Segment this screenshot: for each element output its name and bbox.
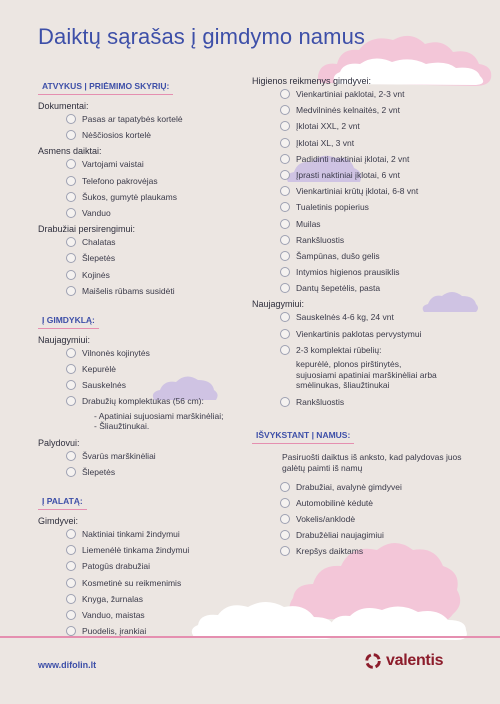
checkbox[interactable] xyxy=(66,114,76,124)
personal-items-list xyxy=(38,159,248,220)
checklist-item[interactable]: Nėščiosios kortelė xyxy=(38,130,248,142)
checklist-item[interactable]: Vienkartiniai paklotai, 2-3 vnt xyxy=(252,89,492,101)
page-title: Daiktų sąrašas į gimdymo namus xyxy=(38,24,366,49)
checklist-item[interactable]: Įprasti naktiniai įklotai, 6 vnt xyxy=(252,170,492,182)
group-label-hygiene: Higienos reikmenys gimdyvei: xyxy=(252,76,372,86)
checklist-item[interactable]: Rankšluostis xyxy=(252,235,492,247)
checklist-item[interactable]: Naktiniai tinkami žindymui xyxy=(38,529,248,541)
hygiene-list xyxy=(252,89,492,295)
checklist-item[interactable]: Intymios higienos prausiklis xyxy=(252,267,492,279)
checkbox[interactable] xyxy=(280,105,290,115)
checkbox[interactable] xyxy=(280,312,290,322)
group-label-companion: Palydovui: xyxy=(38,437,80,448)
cloud-decoration-bottom-white-2 xyxy=(320,600,470,640)
checklist-item[interactable]: Telefono pakrovėjas xyxy=(38,176,248,188)
checkbox[interactable] xyxy=(280,186,290,196)
checkbox[interactable] xyxy=(66,561,76,571)
checkbox[interactable] xyxy=(280,89,290,99)
checkbox[interactable] xyxy=(280,546,290,556)
section-title-delivery-room: Į GIMDYKLĄ: xyxy=(38,312,99,329)
checkbox[interactable] xyxy=(280,345,290,355)
checklist-item[interactable]: Vanduo, maistas xyxy=(38,610,248,622)
valentis-logo-icon xyxy=(364,652,382,670)
newborn-list-right xyxy=(252,312,492,356)
checklist-item[interactable]: 2-3 komplektai rūbelių: xyxy=(252,345,492,357)
checklist-item[interactable]: Šlepetės xyxy=(38,253,248,265)
checkbox[interactable] xyxy=(280,170,290,180)
brand-logo xyxy=(364,652,443,670)
checkbox[interactable] xyxy=(66,610,76,620)
checkbox[interactable] xyxy=(66,270,76,280)
checklist-item[interactable]: Kepurėlė xyxy=(38,364,248,376)
companion-list xyxy=(38,451,248,479)
checkbox[interactable] xyxy=(66,192,76,202)
leaving-list xyxy=(252,482,492,559)
checklist-item[interactable]: Padidinti naktiniai įklotai, 2 vnt xyxy=(252,154,492,166)
checklist-item[interactable]: Kojinės xyxy=(38,270,248,282)
checkbox[interactable] xyxy=(280,329,290,339)
checkbox[interactable] xyxy=(66,545,76,555)
checkbox[interactable] xyxy=(66,159,76,169)
checklist-item[interactable]: Automobilinė kėdutė xyxy=(252,498,492,510)
checklist-item[interactable]: Vartojami vaistai xyxy=(38,159,248,171)
checklist-item[interactable]: Muilas xyxy=(252,219,492,231)
checkbox[interactable] xyxy=(280,498,290,508)
brand-name: valentis xyxy=(386,652,444,669)
checklist-item[interactable]: Puodelis, įrankiai xyxy=(38,626,248,638)
checkbox[interactable] xyxy=(66,364,76,374)
checklist-item[interactable]: Drabužiai, avalynė gimdyvei xyxy=(252,482,492,494)
section-title-ward: Į PALATĄ: xyxy=(38,493,87,510)
checkbox[interactable] xyxy=(66,176,76,186)
checkbox[interactable] xyxy=(280,202,290,212)
checklist-item[interactable]: Maišelis rūbams susidėti xyxy=(38,286,248,298)
checklist-item[interactable]: Vienkartinis paklotas pervystymui xyxy=(252,329,492,341)
checklist-item[interactable]: Rankšluostis xyxy=(252,397,492,409)
checklist-item[interactable]: Sauskelnės 4-6 kg, 24 vnt xyxy=(252,312,492,324)
checklist-item[interactable]: Sauskelnės xyxy=(38,380,248,392)
checkbox[interactable] xyxy=(66,626,76,636)
checklist-item[interactable]: Dantų šepetėlis, pasta xyxy=(252,283,492,295)
checklist-item[interactable]: Švarūs marškinėliai xyxy=(38,451,248,463)
checkbox[interactable] xyxy=(280,267,290,277)
checkbox[interactable] xyxy=(66,237,76,247)
checkbox[interactable] xyxy=(66,348,76,358)
newborn-list-right-end xyxy=(252,397,492,409)
checkbox[interactable] xyxy=(66,594,76,604)
clothes-set-details: kepurėlė, plonos pirštinytės, sujuosiami apatiniai marškinėliai arba smėlinukas, šliaužtinukai xyxy=(296,359,437,390)
checkbox[interactable] xyxy=(280,482,290,492)
checklist-item[interactable]: Chalatas xyxy=(38,237,248,249)
checkbox[interactable] xyxy=(280,514,290,524)
left-column xyxy=(38,76,248,642)
checkbox[interactable] xyxy=(280,154,290,164)
checkbox[interactable] xyxy=(66,396,76,406)
group-label-newborn-right: Naujagymiui: xyxy=(252,299,305,310)
checklist-item[interactable]: Pasas ar tapatybės kortelė xyxy=(38,114,248,126)
right-column xyxy=(252,76,492,563)
checkbox[interactable] xyxy=(66,529,76,539)
checkbox[interactable] xyxy=(280,121,290,131)
checklist-item[interactable]: Medvilninės kelnaitės, 2 vnt xyxy=(252,105,492,117)
checklist-item[interactable]: Drabužių komplektukas (56 cm): xyxy=(38,396,248,408)
checklist-item[interactable]: Kosmetinė su reikmenimis xyxy=(38,578,248,590)
outfit-set-details: - Apatiniai sujuosiami marškinėliai; - Šliaužtinukai. xyxy=(94,410,224,432)
group-label-clothes: Drabužiai persirengimui: xyxy=(38,224,136,235)
footer-divider xyxy=(0,636,500,638)
checklist-item[interactable]: Drabužėliai naujagimiui xyxy=(252,530,492,542)
checklist-item[interactable]: Liemenėlė tinkama žindymui xyxy=(38,545,248,557)
checkbox[interactable] xyxy=(66,451,76,461)
checklist-item[interactable]: Vienkartiniai krūtų įklotai, 6-8 vnt xyxy=(252,186,492,198)
checkbox[interactable] xyxy=(66,253,76,263)
checklist-item[interactable]: Krepšys daiktams xyxy=(252,546,492,558)
checklist-item[interactable]: Įklotai XL, 3 vnt xyxy=(252,138,492,150)
checkbox[interactable] xyxy=(66,208,76,218)
checklist-item[interactable]: Patogūs drabužiai xyxy=(38,561,248,573)
section-title-arrival: ATVYKUS | PRIĖMIMO SKYRIŲ: xyxy=(38,78,173,95)
group-label-mother: Gimdyvei: xyxy=(38,516,79,526)
checkbox[interactable] xyxy=(280,235,290,245)
checklist-item[interactable]: Vanduo xyxy=(38,208,248,220)
checkbox[interactable] xyxy=(280,530,290,540)
newborn-list xyxy=(38,348,248,409)
checkbox[interactable] xyxy=(66,286,76,296)
checkbox[interactable] xyxy=(280,283,290,293)
checkbox[interactable] xyxy=(280,138,290,148)
section-title-leaving: IŠVYKSTANT | NAMUS: xyxy=(252,427,354,444)
group-label-documents: Dokumentai: xyxy=(38,101,89,111)
checkbox[interactable] xyxy=(66,578,76,588)
clothes-list xyxy=(38,237,248,298)
checkbox[interactable] xyxy=(66,467,76,477)
checklist-item[interactable]: Tualetinis popierius xyxy=(252,202,492,214)
mother-list xyxy=(38,529,248,638)
documents-list xyxy=(38,114,248,142)
checkbox[interactable] xyxy=(280,397,290,407)
checklist-item[interactable]: Šlepetės xyxy=(38,467,248,479)
checklist-item[interactable]: Šukos, gumytė plaukams xyxy=(38,192,248,204)
checkbox[interactable] xyxy=(66,380,76,390)
footer-website-link[interactable]: www.difolin.lt xyxy=(38,660,97,670)
group-label-personal: Asmens daiktai: xyxy=(38,146,102,157)
checklist-item[interactable]: Knyga, žurnalas xyxy=(38,594,248,606)
checkbox[interactable] xyxy=(280,251,290,261)
checkbox[interactable] xyxy=(66,130,76,140)
checklist-item[interactable]: Vokelis/anklodė xyxy=(252,514,492,526)
checklist-item[interactable]: Įklotai XXL, 2 vnt xyxy=(252,121,492,133)
checklist-item[interactable]: Šampūnas, dušo gelis xyxy=(252,251,492,263)
leaving-note: Pasiruošti daiktus iš anksto, kad palydovas juos galėtų paimti iš namų xyxy=(282,451,462,473)
group-label-newborn: Naujagymiui: xyxy=(38,334,91,345)
checklist-item[interactable]: Vilnonės kojinytės xyxy=(38,348,248,360)
checkbox[interactable] xyxy=(280,219,290,229)
